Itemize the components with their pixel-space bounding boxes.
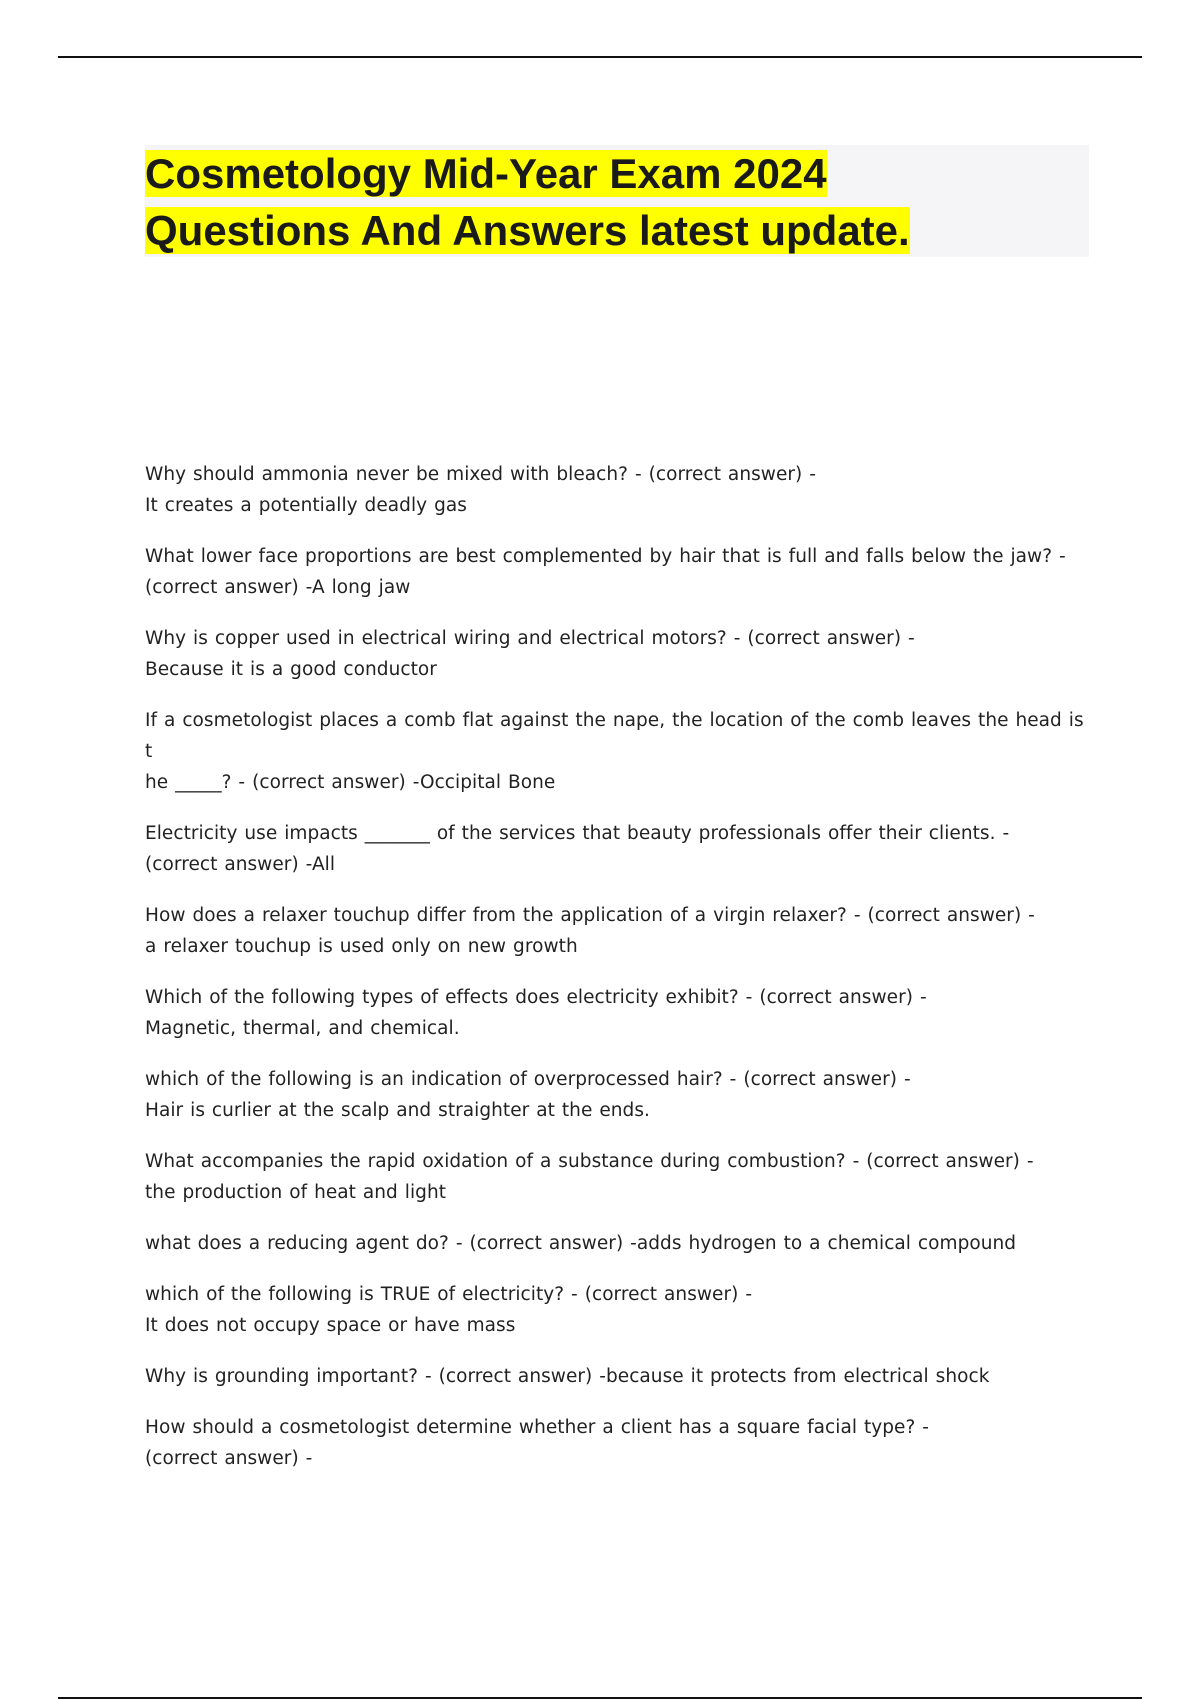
document-title: [145, 145, 1089, 259]
top-rule: [58, 56, 1142, 58]
answer-text: It creates a potentially deadly gas: [145, 495, 467, 516]
question-text: Why should ammonia never be mixed with bleach? - (correct answer) -: [145, 464, 816, 485]
qa-item: [145, 705, 1090, 798]
question-text: which of the following is an indication of overprocessed hair? - (correct answer) -: [145, 1069, 911, 1090]
answer-text: the production of heat and light: [145, 1182, 447, 1203]
question-text: Why is copper used in electrical wiring and electrical motors? - (correct answer) -: [145, 628, 915, 649]
answer-text: a relaxer touchup is used only on new growth: [145, 936, 578, 957]
answer-text: Hair is curlier at the scalp and straighter at the ends.: [145, 1100, 650, 1121]
qa-item: [145, 1279, 1090, 1341]
answer-text: he _____? - (correct answer) -Occipital Bone: [145, 772, 556, 793]
qa-item: [145, 1361, 1090, 1392]
question-text: How does a relaxer touchup differ from the application of a virgin relaxer? - (correct answer) -: [145, 905, 1035, 926]
question-text: Electricity use impacts _______ of the services that beauty professionals offer their clients. -: [145, 823, 1010, 844]
qa-item: [145, 1412, 1090, 1474]
qa-item: [145, 623, 1090, 685]
qa-item: [145, 459, 1090, 521]
title-line-2: Questions And Answers latest update.: [145, 207, 910, 254]
bottom-rule: [58, 1697, 1142, 1699]
question-text: Which of the following types of effects does electricity exhibit? - (correct answer) -: [145, 987, 927, 1008]
answer-text: It does not occupy space or have mass: [145, 1315, 516, 1336]
question-text: which of the following is TRUE of electricity? - (correct answer) -: [145, 1284, 753, 1305]
title-block: [145, 145, 1089, 257]
question-text: If a cosmetologist places a comb flat against the nape, the location of the comb leaves the head is t: [145, 710, 1084, 762]
answer-text: Magnetic, thermal, and chemical.: [145, 1018, 460, 1039]
question-text: What lower face proportions are best complemented by hair that is full and falls below the jaw? -: [145, 546, 1066, 567]
question-text: Why is grounding important? - (correct answer) -because it protects from electrical shock: [145, 1366, 990, 1387]
title-line-1: Cosmetology Mid-Year Exam 2024: [145, 150, 827, 197]
qa-item: [145, 1146, 1090, 1208]
qa-list: [145, 459, 1090, 1494]
qa-item: [145, 982, 1090, 1044]
answer-text: (correct answer) -All: [145, 854, 336, 875]
qa-item: [145, 1228, 1090, 1259]
question-text: what does a reducing agent do? - (correct answer) -adds hydrogen to a chemical compound: [145, 1233, 1017, 1254]
question-text: What accompanies the rapid oxidation of a substance during combustion? - (correct answer) -: [145, 1151, 1034, 1172]
answer-text: Because it is a good conductor: [145, 659, 437, 680]
qa-item: [145, 541, 1090, 603]
qa-item: [145, 900, 1090, 962]
question-text: How should a cosmetologist determine whether a client has a square facial type? -: [145, 1417, 930, 1438]
answer-text: (correct answer) -A long jaw: [145, 577, 411, 598]
qa-item: [145, 1064, 1090, 1126]
answer-text: (correct answer) -: [145, 1448, 313, 1469]
qa-item: [145, 818, 1090, 880]
